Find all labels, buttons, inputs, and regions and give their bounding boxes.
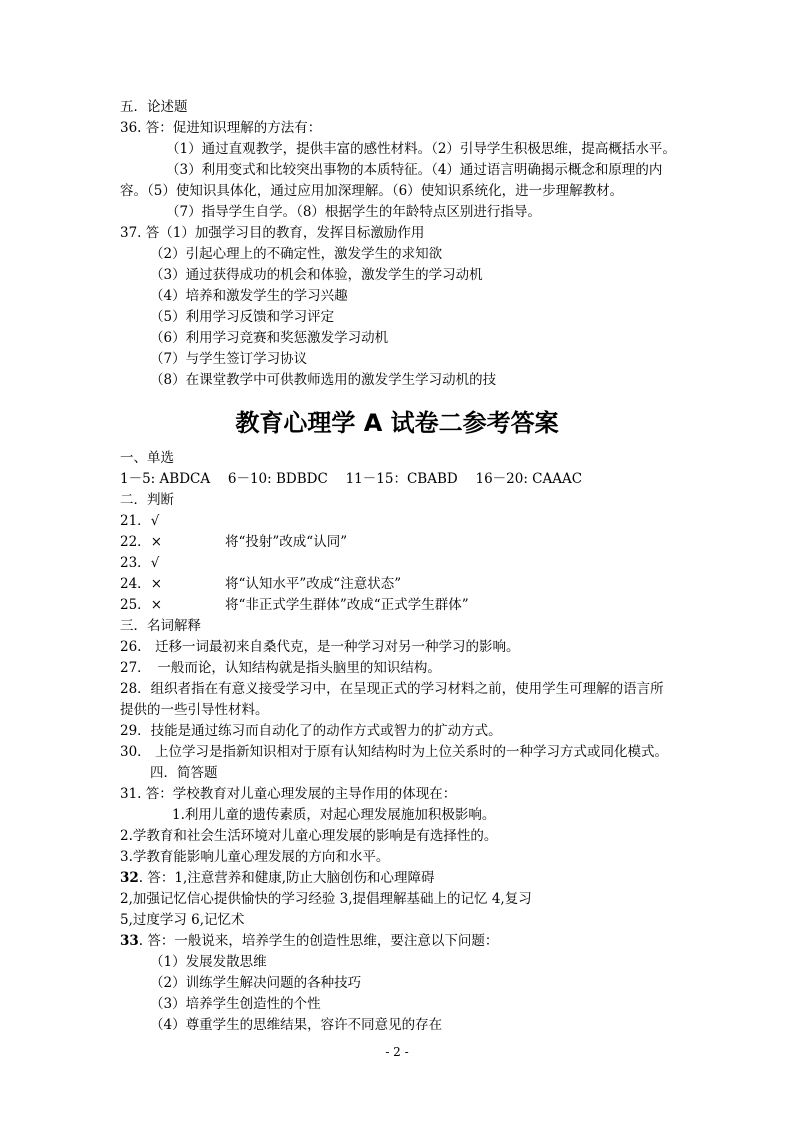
judge-note-25: 将“非正式学生群体”改成“正式学生群体” — [225, 597, 469, 613]
q32-text: . 答：1,注意营养和健康,防止大脑创伤和心理障碍 — [138, 870, 435, 886]
short-heading: 四．简答题 — [150, 765, 218, 781]
judge-mark: √ — [150, 513, 160, 529]
judge-mark: √ — [150, 555, 160, 571]
q37-item: （5）利用学习反馈和学习评定 — [150, 309, 335, 325]
q36-line3: 容。（5）使知识具体化，通过应用加深理解。（6）使知识系统化，进一步理解教材。 — [120, 183, 624, 199]
judge-mark: × — [150, 597, 162, 613]
q31-point1: 1.利用儿童的遗传素质，对起心理发展施加积极影响。 — [172, 807, 496, 823]
q33-text: . 答：一般说来，培养学生的创造性思维，要注意以下问题： — [138, 933, 499, 949]
q37-item: （7）与学生签订学习协议 — [150, 351, 308, 367]
q37-item: （4）培养和激发学生的学习兴趣 — [150, 288, 348, 304]
q36-line1: （1）通过直观教学，提供丰富的感性材料。（2）引导学生积极思维，提高概括水平。 — [166, 141, 676, 157]
single-heading: 一、单选 — [120, 450, 174, 466]
q37-item: （6）利用学习竞赛和奖惩激发学习动机 — [150, 330, 389, 346]
terms-heading: 三．名词解释 — [120, 618, 201, 634]
judge-row-25 — [120, 595, 162, 615]
judge-num: 22． — [120, 534, 151, 550]
q36-line2: （3）利用变式和比较突出事物的本质特征。（4）通过语言明确揭示概念和原理的内 — [166, 162, 663, 178]
q37-item: （2）引起心理上的不确定性，激发学生的求知欲 — [150, 246, 443, 262]
q33-item: （1）发展发散思维 — [150, 954, 267, 970]
q32-line2: 2,加强记忆信心提供愉快的学习经验 3,提倡理解基础上的记忆 4,复习 — [120, 891, 532, 907]
q33-item: （2）训练学生解决问题的各种技巧 — [150, 975, 362, 991]
q37-item: （8）在课堂教学中可供教师选用的激发学生学习动机的技 — [150, 372, 497, 388]
term-26: 26. 迁移一词最初来自桑代克，是一种学习对另一种学习的影响。 — [120, 639, 520, 655]
judge-row-24 — [120, 574, 162, 594]
term-28-a: 28．组织者指在有意义接受学习中，在呈现正式的学习材料之前，使用学生可理解的语言所 — [120, 681, 664, 697]
q37-item: （3）通过获得成功的机会和体验，激发学生的学习动机 — [150, 267, 483, 283]
judge-row-22 — [120, 532, 162, 552]
q33-number: 33 — [120, 933, 139, 949]
judge-row-21 — [120, 511, 159, 531]
judge-mark: × — [150, 534, 162, 550]
q32-number: 32 — [120, 870, 139, 886]
q33-item: （3）培养学生创造性的个性 — [150, 996, 321, 1012]
judge-num: 25． — [120, 597, 151, 613]
judge-num: 24． — [120, 576, 151, 592]
q36-intro: 36. 答：促进知识理解的方法有： — [120, 120, 322, 136]
q33-intro-line — [120, 931, 498, 951]
q31-point3: 3.学教育能影响儿童心理发展的方向和水平。 — [120, 849, 390, 865]
judge-num: 23． — [120, 555, 151, 571]
term-30: 30． 上位学习是指新知识相对于原有认知结构时为上位关系时的一种学习方式或同化模式。 — [120, 744, 668, 760]
q31-intro: 31. 答：学校教育对儿童心理发展的主导作用的体现在： — [120, 786, 457, 802]
judge-num: 21． — [120, 513, 151, 529]
term-27: 27． 一般而论，认知结构就是指头脑里的知识结构。 — [120, 660, 441, 676]
judge-heading: 二．判断 — [120, 492, 174, 508]
q32-line1 — [120, 868, 435, 888]
judge-note-24: 将“认知水平”改成“注意状态” — [225, 576, 402, 592]
judge-mark: × — [150, 576, 162, 592]
single-answers: 1－5: ABDCA 6－10: BDBDC 11－15：CBABD 16－20: CAAAC — [120, 471, 583, 487]
term-29: 29．技能是通过练习而自动化了的动作方式或智力的扩动方式。 — [120, 723, 502, 739]
judge-note-22: 将“投射”改成“认同” — [225, 534, 348, 550]
page-title: 教育心理学 A 试卷二参考答案 — [235, 409, 559, 437]
q32-line3: 5,过度学习 6,记忆术 — [120, 912, 245, 928]
judge-row-23 — [120, 553, 159, 573]
q37-intro: 37. 答（1）加强学习目的教育，发挥目标激励作用 — [120, 225, 425, 241]
page-number: - 2 - — [385, 1045, 409, 1059]
term-28-b: 提供的一些引导性材料。 — [120, 702, 269, 718]
q31-point2: 2.学教育和社会生活环境对儿童心理发展的影响是有选择性的。 — [120, 828, 498, 844]
q36-line4: （7）指导学生自学。（8）根据学生的年龄特点区别进行指导。 — [166, 204, 541, 220]
section5-heading: 五．论述题 — [120, 99, 188, 115]
q33-item: （4）尊重学生的思维结果，容许不同意见的存在 — [150, 1017, 443, 1033]
